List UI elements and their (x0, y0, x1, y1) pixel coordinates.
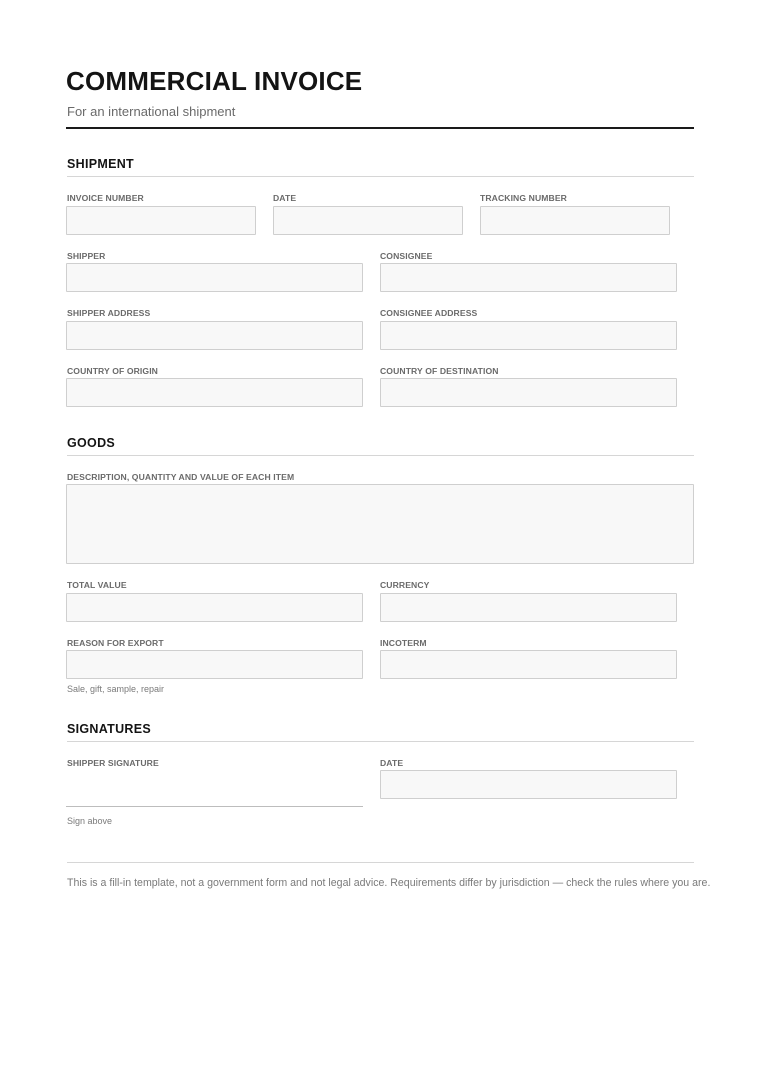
date-field[interactable] (273, 206, 463, 235)
signature-hint: Sign above (67, 816, 113, 826)
tracking-number-label: TRACKING NUMBER (480, 193, 567, 203)
page-subtitle: For an international shipment (67, 104, 236, 119)
invoice-number-label: INVOICE NUMBER (67, 193, 144, 203)
footer-divider (67, 862, 694, 863)
section-divider-shipment (67, 176, 694, 177)
total-value-label: TOTAL VALUE (67, 580, 127, 590)
page-title: COMMERCIAL INVOICE (66, 66, 363, 96)
description-textarea[interactable] (66, 484, 694, 564)
reason-for-export-field[interactable] (66, 650, 363, 679)
total-value-field[interactable] (66, 593, 363, 622)
country-of-origin-label: COUNTRY OF ORIGIN (67, 366, 158, 376)
date-label: DATE (273, 193, 297, 203)
shipper-label: SHIPPER (67, 251, 106, 261)
currency-label: CURRENCY (380, 580, 430, 590)
consignee-label: CONSIGNEE (380, 251, 433, 261)
shipper-address-label: SHIPPER ADDRESS (67, 308, 151, 318)
consignee-field[interactable] (380, 263, 677, 292)
invoice-number-field[interactable] (66, 206, 256, 235)
section-title-signatures: SIGNATURES (67, 722, 152, 736)
currency-field[interactable] (380, 593, 677, 622)
tracking-number-field[interactable] (480, 206, 670, 235)
signature-line (66, 806, 363, 807)
section-divider-goods (67, 455, 694, 456)
incoterm-label: INCOTERM (380, 638, 427, 648)
signature-date-label: DATE (380, 758, 404, 768)
shipper-signature-label: SHIPPER SIGNATURE (67, 758, 159, 768)
signature-date-field[interactable] (380, 770, 677, 799)
consignee-address-label: CONSIGNEE ADDRESS (380, 308, 478, 318)
shipper-signature-area[interactable] (66, 772, 363, 806)
reason-for-export-hint: Sale, gift, sample, repair (67, 684, 165, 694)
title-divider (66, 127, 694, 129)
section-title-goods: GOODS (67, 436, 116, 450)
country-of-origin-field[interactable] (66, 378, 363, 407)
shipper-address-field[interactable] (66, 321, 363, 350)
consignee-address-field[interactable] (380, 321, 677, 350)
section-divider-signatures (67, 741, 694, 742)
country-of-destination-label: COUNTRY OF DESTINATION (380, 366, 499, 376)
reason-for-export-label: REASON FOR EXPORT (67, 638, 164, 648)
section-title-shipment: SHIPMENT (67, 157, 134, 171)
description-label: DESCRIPTION, QUANTITY AND VALUE OF EACH ITEM (67, 472, 295, 482)
shipper-field[interactable] (66, 263, 363, 292)
country-of-destination-field[interactable] (380, 378, 677, 407)
incoterm-field[interactable] (380, 650, 677, 679)
footer-disclaimer: This is a fill-in template, not a government form and not legal advice. Requirements differ by jurisdiction — check the rules where you are. (67, 877, 711, 889)
